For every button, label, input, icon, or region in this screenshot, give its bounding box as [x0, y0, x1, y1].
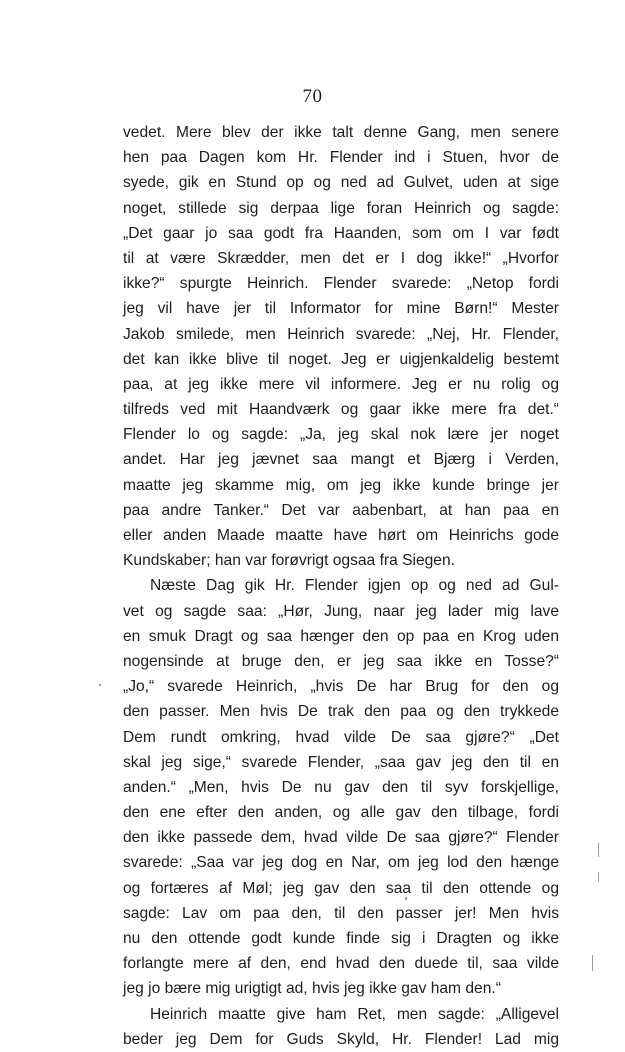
scan-mark — [598, 843, 599, 857]
text-line: „Jo,“ svarede Heinrich, „hvis De har Brug for den og — [123, 678, 559, 696]
text-line: ikke?“ spurgte Heinrich. Flender svarede: „Netop fordi — [123, 275, 559, 293]
text-line: den passer. Men hvis De trak den paa og den trykkede — [123, 703, 559, 721]
body-text — [123, 120, 559, 1052]
text-line: en smuk Dragt og saa hænger den op paa en Krog uden — [123, 627, 559, 645]
page-number: 70 — [302, 86, 323, 107]
text-line: syede, gik en Stund op og ned ad Gulvet, uden at sige — [123, 174, 559, 192]
text-line: den ene efter den anden, og alle gav den tilbage, fordi — [123, 804, 559, 822]
text-line: det kan ikke blive til noget. Jeg er uigjenkaldelig bestemt — [123, 350, 559, 368]
text-line: maatte jeg skamme mig, om jeg ikke kunde bringe jer — [123, 476, 559, 494]
text-line: Kundskaber; han var forøvrigt ogsaa fra Siegen. — [123, 552, 455, 570]
text-line: beder jeg Dem for Guds Skyld, Hr. Flender! Lad mig — [123, 1030, 559, 1048]
scan-mark — [598, 872, 599, 882]
text-line: sagde: Lav om paa den, til den passer jer! Men hvis — [123, 904, 559, 922]
text-line: Næste Dag gik Hr. Flender igjen op og ned ad Gul- — [150, 577, 559, 595]
scan-mark — [592, 955, 593, 971]
text-line: paa, at jeg ikke mere vil informere. Jeg er nu rolig og — [123, 375, 559, 393]
text-line: til at være Skrædder, men det er I dog ikke!“ „Hvorfor — [123, 249, 559, 267]
text-line: nu den ottende godt kunde finde sig i Dragten og ikke — [123, 930, 559, 947]
text-line: Flender lo og sagde: „Ja, jeg skal nok lære jer noget — [123, 426, 559, 444]
text-line: nogensinde at bruge den, er jeg saa ikke en Tosse?“ — [123, 652, 559, 670]
text-line: paa andre Tanker.“ Det var aabenbart, at han paa en — [123, 501, 559, 519]
text-line: Jakob smilede, men Heinrich svarede: „Nej, Hr. Flender, — [123, 325, 559, 343]
scan-mark — [405, 897, 407, 900]
text-line: svarede: „Saa var jeg dog en Nar, om jeg lod den hænge — [123, 854, 559, 872]
scan-mark — [99, 684, 101, 686]
text-line: hen paa Dagen kom Hr. Flender ind i Stuen, hvor de — [123, 149, 559, 167]
text-line: jeg jo bære mig urigtigt ad, hvis jeg ikke gav ham den.“ — [123, 980, 501, 998]
text-line: forlangte mere af den, end hvad den duede til, saa vilde — [123, 955, 559, 973]
text-line: tilfreds ved mit Haandværk og gaar ikke mere fra det.“ — [123, 401, 559, 419]
text-line: andet. Har jeg jævnet saa mangt et Bjærg i Verden, — [123, 451, 559, 469]
text-line: vedet. Mere blev der ikke talt denne Gang, men senere — [123, 124, 559, 141]
text-line: Heinrich maatte give ham Ret, men sagde: „Alligevel — [150, 1005, 559, 1023]
text-line: Dem rundt omkring, hvad vilde De saa gjøre?“ „Det — [123, 728, 559, 746]
text-line: vet og sagde saa: „Hør, Jung, naar jeg lader mig lave — [123, 602, 559, 620]
text-line: skal jeg sige,“ svarede Flender, „saa gav jeg den til en — [123, 753, 559, 771]
text-line: „Det gaar jo saa godt fra Haanden, som om I var født — [123, 224, 559, 242]
text-line: den ikke passede dem, hvad vilde De saa gjøre?“ Flender — [123, 829, 559, 847]
text-line: eller anden Maade maatte have hørt om Heinrichs gode — [123, 527, 559, 544]
text-line: noget, stillede sig derpaa lige foran Heinrich og sagde: — [123, 199, 559, 217]
text-line: og fortæres af Møl; jeg gav den saa til den ottende og — [123, 879, 559, 897]
text-line: jeg vil have jer til Informator for mine Børn!“ Mester — [123, 300, 559, 318]
text-line: anden.“ „Men, hvis De nu gav den til syv forskjellige, — [123, 778, 559, 796]
